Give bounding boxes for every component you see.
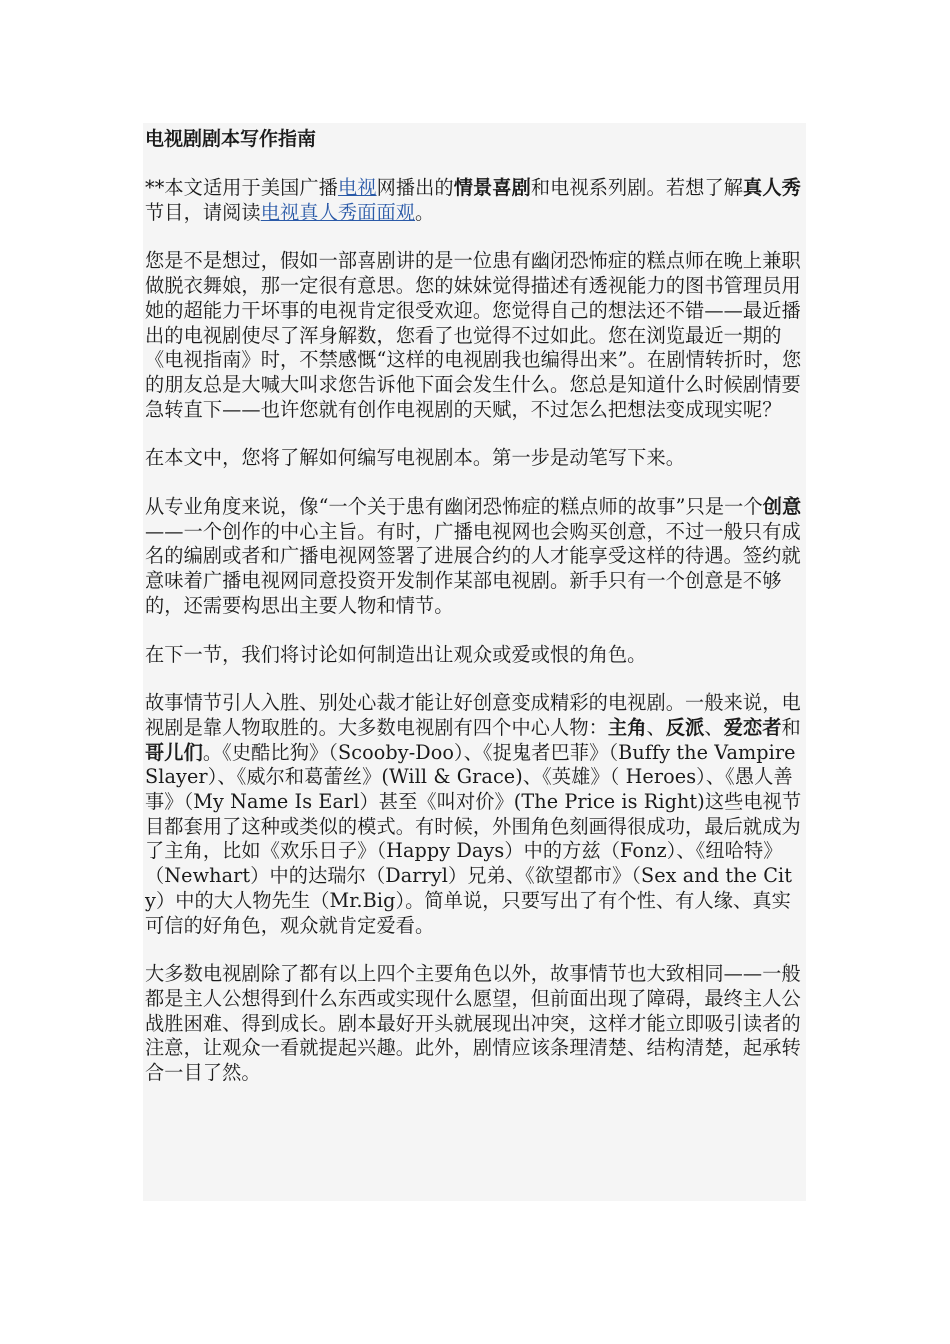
- p5-text-1: 故事情节引人入胜、别处心裁才能让好创意变成精彩的电视剧。一般来说，电视剧是靠人物取胜的。大多数电视剧有四个中心人物：: [145, 691, 801, 739]
- p5-text-3: 、: [704, 715, 724, 739]
- p3-text-1: 从专业角度来说，像“一个关于患有幽闭恐怖症的糕点师的故事”只是一个: [145, 495, 763, 519]
- intro-text-3: 和电视系列剧。若想了解: [530, 176, 744, 199]
- p5-text-2: 、: [646, 715, 666, 739]
- buddy-term: 哥儿们: [145, 740, 203, 764]
- p3-text-2: ——一个创作的中心主旨。有时，广播电视网也会购买创意，不过一般只有成名的编剧或者和广播电视网签署了进展合约的人才能享受这样的待遇。签约就意味着广播电视网同意投资开发制作某部电视剧。新手只有一个创意是不够的，还需要构思出主要人物和情节。: [145, 519, 801, 617]
- paragraph-4: 在下一节，我们将讨论如何制造出让观众或爱或恨的角色。: [145, 642, 647, 666]
- paragraph-3: [145, 495, 804, 619]
- page-title: 电视剧剧本写作指南: [145, 128, 317, 150]
- p5-text-4: 和: [781, 715, 801, 739]
- sitcom-term: 情景喜剧: [453, 176, 531, 199]
- paragraph-1: 您是不是想过，假如一部喜剧讲的是一位患有幽闭恐怖症的糕点师在晚上兼职做脱衣舞娘，那一定很有意思。您的妹妹觉得描述有透视能力的图书管理员用她的超能力干坏事的电视肯定很受欢迎。您觉得自己的想法还不错——最近播出的电视剧使尽了浑身解数，您看了也觉得不过如此。您在浏览最近一期的《电视指南》时，不禁感慨“这样的电视剧我也编得出来”。在剧情转折时，您的朋友总是大喊大叫求您告诉他下面会发生什么。您总是知道什么时候剧情要急转直下——也许您就有创作电视剧的天赋，不过怎么把想法变成现实呢？: [145, 249, 802, 421]
- intro-text-2: 网播出的: [376, 176, 454, 199]
- protagonist-term: 主角: [607, 715, 647, 739]
- intro-text-1: **本文适用于美国广播: [145, 176, 338, 199]
- antagonist-term: 反派: [665, 715, 705, 739]
- paragraph-5: [145, 691, 804, 938]
- paragraph-6: 大多数电视剧除了都有以上四个主要角色以外，故事情节也大致相同——一般都是主人公想得到什么东西或实现什么愿望，但前面出现了障碍，最终主人公战胜困难、得到成长。剧本最好开头就展现出冲突，这样才能立即吸引读者的注意，让观众一看就提起兴趣。此外，剧情应该条理清楚、结构清楚，起承转合一目了然。: [145, 962, 801, 1085]
- intro-text-5: 。: [415, 200, 435, 224]
- paragraph-2: 在本文中，您将了解如何编写电视剧本。第一步是动笔写下来。: [145, 446, 686, 470]
- article-body: [143, 123, 806, 1201]
- love-interest-term: 爱恋者: [723, 715, 782, 739]
- p5-text-5: 。《史酷比狗》（Scooby-Doo）、《捉鬼者巴菲》（Buffy the Vampire Slayer）、《威尔和葛蕾丝》(Will & Grace)、《英雄》（ Heroes）、《愚人善事》（My Name Is Earl）甚至《叫对价》(The Price is Right)这些电视节目都套用了这种或类似的模式。有时候，外围角色刻画得很成功，最后就成为了主角，比如《欢乐日子》（Happy Days）中的方兹（Fonz）、《纽哈特》（Newhart）中的达瑞尔（Darryl）兄弟、《欲望都市》（Sex and the City）中的大人物先生（Mr.Big）。简单说，只要写出了有个性、有人缘、真实可信的好角色，观众就肯定爱看。: [145, 740, 802, 937]
- reality-tv-article-link[interactable]: 电视真人秀面面观: [260, 200, 416, 224]
- idea-term: 创意: [762, 495, 802, 519]
- reality-show-term: 真人秀: [743, 176, 801, 199]
- intro-paragraph: [145, 176, 804, 225]
- intro-text-4: 节目，请阅读: [145, 200, 261, 224]
- tv-link[interactable]: 电视: [337, 176, 377, 199]
